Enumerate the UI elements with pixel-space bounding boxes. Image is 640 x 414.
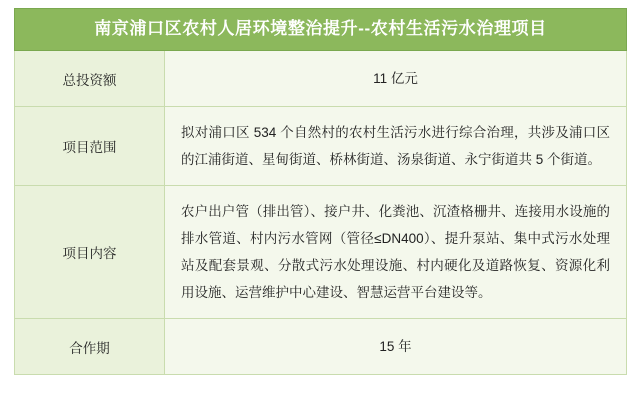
table-row [15,186,627,319]
row-value-total-investment: 11 亿元 [165,51,627,107]
table-row [15,51,627,107]
row-value-project-content: 农户出户管（排出管）、接户井、化粪池、沉渣格栅井、连接用水设施的排水管道、村内污水管网（管径≤DN400）、提升泵站、集中式污水处理站及配套景观、分散式污水处理设施、村内硬化及道路恢复、资源化利用设施、运营维护中心建设、智慧运营平台建设等。 [165,186,627,319]
table-row [15,107,627,186]
table-title-row [15,9,627,51]
table-row [15,319,627,375]
row-label-project-content: 项目内容 [15,186,165,319]
table-title-cell [15,9,627,51]
project-info-table [14,8,627,375]
row-label-project-scope: 项目范围 [15,107,165,186]
row-value-cooperation-period: 15 年 [165,319,627,375]
row-label-total-investment: 总投资额 [15,51,165,107]
row-value-project-scope: 拟对浦口区 534 个自然村的农村生活污水进行综合治理，共涉及浦口区的江浦街道、星甸街道、桥林街道、汤泉街道、永宁街道共 5 个街道。 [165,107,627,186]
row-label-cooperation-period: 合作期 [15,319,165,375]
document-title: 南京浦口区农村人居环境整治提升--农村生活污水治理项目 [94,19,547,38]
